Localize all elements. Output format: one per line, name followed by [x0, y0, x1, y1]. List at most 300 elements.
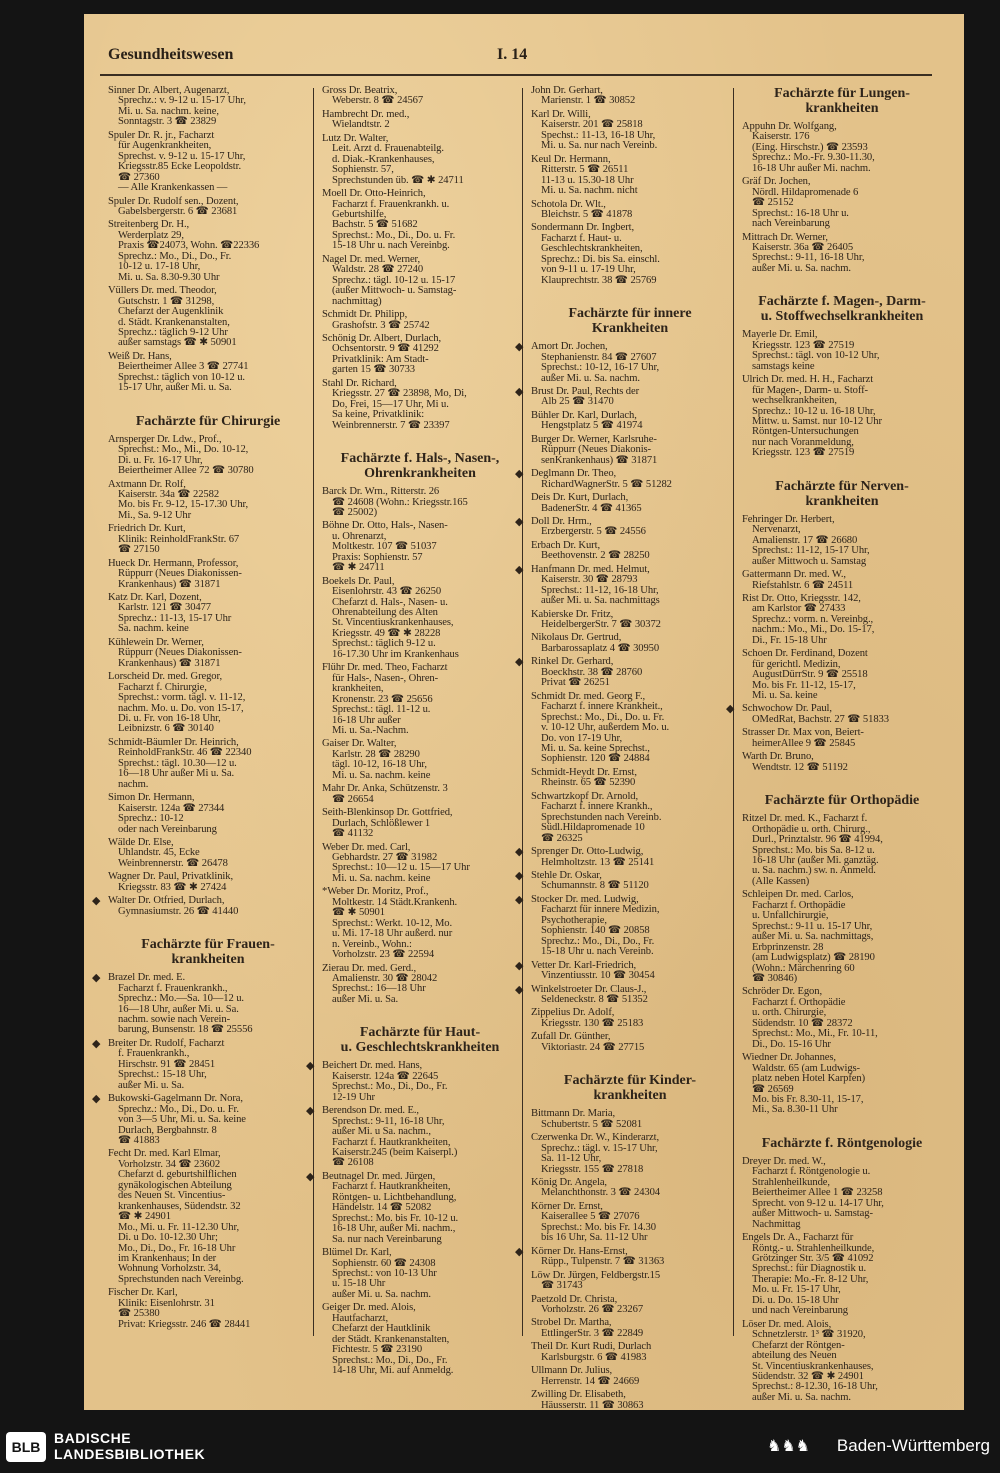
- entry-detail: Barbarossaplatz 4 ☎ 30950: [541, 642, 660, 654]
- entry-detail: Herrenstr. 14 ☎ 24669: [541, 1375, 640, 1387]
- entry-name: Gattermann Dr. med. W.,: [742, 569, 846, 581]
- entry-detail: Sa. nachm. keine: [118, 623, 189, 635]
- entry-detail: Sa. nur nach Vereinbarung: [332, 1233, 442, 1245]
- entry-detail: Kriegsstr. 27 ☎ 23898, Mo, Di,: [332, 388, 467, 400]
- directory-entry: [742, 649, 942, 701]
- diamond-marker-icon: ◆: [515, 468, 524, 481]
- entry-name: Sondermann Dr. Ingbert,: [531, 222, 635, 234]
- entry-detail: Sprechst.: 11-12, 16-18 Uhr,: [541, 584, 659, 596]
- entry-detail: Facharzt f. Frauenkrankh.,: [118, 982, 228, 994]
- entry-detail: (Alle Kassen): [752, 875, 810, 887]
- entry-detail: Sprechst.: Mo., Di., Do., Fr.: [332, 1354, 448, 1366]
- directory-entry: [322, 134, 518, 186]
- entry-detail: Krankenhaus) ☎ 31871: [118, 578, 221, 590]
- entry-detail: außer Mi. u. Sa. nachm.: [541, 372, 640, 384]
- directory-entry: [742, 515, 942, 567]
- entry-detail: garten 15 ☎ 30733: [332, 364, 415, 376]
- entry-name: Vetter Dr. Karl-Friedrich,: [531, 959, 637, 971]
- entry-detail: Di. u. Fr. 16-17 Uhr,: [118, 454, 203, 466]
- entry-detail: Di. u. Fr. von 16-18 Uhr,: [118, 713, 221, 725]
- entry-detail: Sophienstr. 60 ☎ 24308: [332, 1257, 436, 1269]
- entry-detail: außer Mi. u. Sa. nachm.: [752, 262, 851, 274]
- entry-name: Beutnagel Dr. med. Jürgen,: [322, 1170, 436, 1182]
- entry-name: Schröder Dr. Egon,: [742, 986, 822, 998]
- entry-detail: Sprechst. v. 9-12 u. 15-17 Uhr,: [118, 150, 246, 162]
- entry-detail: Sprechst.: 9-11, 16-18 Uhr,: [332, 1115, 445, 1127]
- entry-detail: nachmittag): [332, 295, 382, 307]
- directory-entry: [108, 738, 308, 790]
- entry-detail: Südendstr. 32 ☎ ✱ 24901: [752, 1370, 864, 1382]
- entry-detail: Nördl. Hildapromenade 6: [752, 186, 859, 198]
- entry-detail: Facharzt f. innere Krankheit.,: [541, 701, 663, 713]
- entry-name: Berendson Dr. med. E.,: [322, 1105, 419, 1117]
- entry-detail: Sprechst.: für Diagnostik u.: [752, 1263, 867, 1275]
- entry-name: Schmidt-Heydt Dr. Ernst,: [531, 766, 637, 778]
- entry-detail: Mo., Mi. u. Fr. 11-12.30 Uhr,: [118, 1221, 240, 1233]
- entry-detail: Mi. u. Sa. keine: [752, 690, 818, 702]
- directory-entry: [531, 493, 729, 514]
- entry-detail: Mi. u. Sa. 8.30-9.30 Uhr: [118, 271, 220, 283]
- entry-detail: barung, Bunsenstr. 18 ☎ 25556: [118, 1024, 253, 1036]
- entry-name: Schmidt-Bäumler Dr. Heinrich,: [108, 736, 239, 748]
- entry-detail: Sprechst.: 10-12, 16-17 Uhr,: [541, 362, 659, 374]
- section-heading: [742, 1136, 942, 1151]
- entry-detail: Sprechst.: 8-12.30, 16-18 Uhr,: [752, 1381, 878, 1393]
- entry-detail: Waldstr. 65 (am Ludwigs-: [752, 1062, 860, 1074]
- entry-detail: Sonntagstr. 3 ☎ 23829: [118, 116, 217, 128]
- entry-detail: Sprechst.: Mo., Di., Do., Fr.: [332, 1081, 448, 1093]
- directory-entry: [322, 1248, 518, 1300]
- entry-name: Löw Dr. Jürgen, Feldbergstr.15: [531, 1269, 661, 1281]
- heading-line: Krankheiten: [591, 321, 669, 337]
- directory-entry: [531, 411, 729, 432]
- heading-line: Fachärzte f. Hals-, Nasen-,: [340, 451, 500, 467]
- directory-entry: [531, 633, 729, 654]
- entry-detail: Sprechst.: Mo., Mi., Do. 10-12,: [118, 444, 249, 456]
- entry-detail: nachm. sowie nach Verein-: [118, 1013, 231, 1025]
- entry-detail: für Hals-, Nasen-, Ohren-: [332, 672, 439, 684]
- entry-detail: Facharzt f. Röntgenologie u.: [752, 1166, 871, 1178]
- entry-detail: Sprecht. von 9-12 u. 14-17 Uhr,: [752, 1197, 884, 1209]
- directory-entry: [742, 122, 942, 174]
- entry-detail: Sprechz.: Mo.-Fr. 9.30-11.30,: [752, 152, 875, 164]
- entry-detail: 15-18 Uhr u. nach Vereinbg.: [332, 240, 450, 252]
- directory-entry: [531, 1109, 729, 1130]
- entry-detail: nur nach Voranmeldung,: [752, 436, 854, 448]
- directory-entry: [108, 838, 308, 869]
- entry-detail: Amalienstr. 30 ☎ 28042: [332, 972, 438, 984]
- column-3: [515, 85, 729, 1414]
- entry-name: Arnsperger Dr. Ldw., Prof.,: [108, 433, 222, 445]
- entry-detail: Sprechz.: täglich 9-12 Uhr: [118, 326, 228, 338]
- entry-detail: ☎ ✱ 50901: [332, 907, 385, 919]
- diamond-marker-icon: ◆: [515, 656, 524, 669]
- entry-detail: außer Mi. u. Sa. nachm.: [752, 1391, 851, 1403]
- entry-detail: u. Mi. 17-18 Uhr außerd. nur: [332, 928, 453, 940]
- entry-detail: Boeckhstr. 38 ☎ 28760: [541, 666, 643, 678]
- entry-detail: Facharzt f. Orthopädie: [752, 899, 846, 911]
- entry-detail: Privat: Kriegsstr. 246 ☎ 28441: [118, 1318, 251, 1330]
- entry-detail: ☎ ✱ 24711: [332, 562, 385, 574]
- entry-detail: Sophienstr. 140 ☎ 20858: [541, 925, 650, 937]
- entry-detail: ReinholdFrankStr. 46 ☎ 22340: [118, 747, 252, 759]
- directory-entry: [92, 1037, 308, 1091]
- entry-detail: Beiertheimer Allee 72 ☎ 30780: [118, 465, 254, 477]
- entry-detail: Sprechst.: Mo. bis Sa. 8-12 u.: [752, 844, 875, 856]
- directory-entry: [515, 893, 729, 958]
- diamond-marker-icon: ◆: [92, 1037, 101, 1050]
- entry-detail: Nervenarzt,: [752, 524, 801, 536]
- section-heading: [531, 306, 729, 336]
- entry-detail: Krankenhaus) ☎ 31871: [118, 657, 221, 669]
- directory-entry: [108, 352, 308, 394]
- heading-line: Fachärzte für innere: [568, 306, 692, 322]
- entry-detail: Sprechstunden nach Vereinb.: [541, 811, 662, 823]
- entry-detail: Gutschstr. 1 ☎ 31298,: [118, 295, 215, 307]
- directory-entry: [322, 334, 518, 376]
- entry-detail: ☎ 25002): [332, 506, 378, 518]
- entry-detail: Uhlandstr. 45, Ecke: [118, 847, 200, 859]
- directory-entry: [92, 895, 308, 917]
- entry-detail: Sprechst.: Mo., Di., Do. u. Fr.: [332, 229, 456, 241]
- diamond-marker-icon: ◆: [515, 1245, 524, 1258]
- entry-name: Axtmann Dr. Rolf,: [108, 478, 186, 490]
- entry-detail: 15-18 Uhr u. nach Vereinb.: [541, 946, 654, 958]
- entry-detail: Röntgen- u. Lichtbehandlung,: [332, 1191, 457, 1203]
- entry-detail: Seldeneckstr. 8 ☎ 51352: [541, 993, 648, 1005]
- section-heading: [322, 451, 518, 481]
- column-divider: [313, 88, 314, 1336]
- diamond-marker-icon: ◆: [92, 895, 101, 908]
- entry-name: Weber Dr. med. Carl,: [322, 841, 411, 853]
- entry-detail: abteilung des Neuen: [752, 1350, 837, 1362]
- entry-detail: Rheinstr. 65 ☎ 52390: [541, 777, 636, 789]
- entry-name: Schmidt Dr. Philipp,: [322, 309, 408, 321]
- directory-entry: [531, 223, 729, 286]
- entry-detail: für Augenkrankheiten,: [118, 140, 212, 152]
- state-name: Baden-Württemberg: [836, 1436, 990, 1455]
- entry-detail: Karlstr. 121 ☎ 30477: [118, 602, 211, 614]
- entry-name: Warth Dr. Bruno,: [742, 751, 814, 763]
- entry-detail: außer Mi. u Sa. nachm.,: [332, 1126, 431, 1138]
- directory-entry: [322, 739, 518, 781]
- entry-detail: 16-18 Uhr außer Mi. nachm.: [752, 162, 871, 174]
- entry-name: Gräf Dr. Jochen,: [742, 176, 811, 188]
- blb-logo: BLB: [6, 1432, 46, 1462]
- entry-name: Stahl Dr. Richard,: [322, 377, 397, 389]
- directory-entry: [108, 559, 308, 590]
- entry-name: Schleipen Dr. med. Carlos,: [742, 889, 854, 901]
- entry-detail: EttlingerStr. 3 ☎ 22849: [541, 1327, 644, 1339]
- entry-detail: Werderplatz 29,: [118, 229, 184, 241]
- section-heading: [108, 937, 308, 967]
- directory-entry: [108, 1149, 308, 1285]
- entry-detail: Chefarzt d. geburtshilflichen: [118, 1169, 237, 1181]
- directory-entry: [531, 1366, 729, 1387]
- entry-detail: Weberstr. 8 ☎ 24567: [332, 95, 424, 107]
- entry-detail: Sprechst.: 9-11, 16-18 Uhr,: [752, 252, 865, 264]
- directory-entry: [531, 155, 729, 197]
- entry-detail: Leit. Arzt d. Frauenabteilg.: [332, 143, 444, 155]
- entry-detail: Mi. u. Sa. nachm. keine,: [118, 105, 219, 117]
- heading-line: Fachärzte f. Magen-, Darm-: [758, 294, 926, 310]
- entry-detail: Facharzt f. Hautkrankheiten,: [332, 1136, 451, 1148]
- entry-detail: Do. von 17-19 Uhr,: [541, 732, 623, 744]
- heading-line: Fachärzte für Kinder-: [563, 1073, 697, 1089]
- entry-detail: (Wohn.: Märchenring 60: [752, 962, 855, 974]
- entry-detail: Sprechz.: Mo., Di., Do., Fr.: [118, 250, 232, 262]
- entry-detail: Sprechz.: Di. bis Sa. einschl.: [541, 253, 660, 265]
- entry-detail: Mi. u. Sa. nachm. keine: [332, 769, 431, 781]
- entry-detail: Kriegsstr. 130 ☎ 25183: [541, 1017, 644, 1029]
- entry-detail: Kaiserstr. 36a ☎ 26405: [752, 241, 854, 253]
- entry-detail: AugustDürrStr. 9 ☎ 25518: [752, 669, 868, 681]
- directory-entry: [531, 435, 729, 466]
- entry-detail: Sprechst.: tägl. 11-12 u.: [332, 704, 431, 716]
- entry-detail: Geschlechtskrankheiten,: [541, 243, 643, 255]
- directory-entry: [92, 972, 308, 1036]
- directory-entry: [531, 1202, 729, 1244]
- directory-entry: [742, 890, 942, 984]
- entry-detail: Amalienstr. 17 ☎ 26680: [752, 534, 858, 546]
- entry-detail: nachm.: [118, 778, 149, 790]
- directory-entry: [108, 220, 308, 283]
- entry-detail: Facharzt f. Chirurgie,: [118, 681, 207, 693]
- directory-entry: [531, 1008, 729, 1029]
- entry-name: Spuler Dr. Rudolf sen., Dozent,: [108, 195, 239, 207]
- entry-detail: Sprechz.: Mo., Di., Do., Fr.: [541, 935, 655, 947]
- directory-entry: [742, 728, 942, 749]
- entry-name: Fehringer Dr. Herbert,: [742, 513, 835, 525]
- entry-detail: Karlsburgstr. 6 ☎ 41983: [541, 1351, 647, 1363]
- entry-detail: nach Vereinbarung: [752, 218, 830, 230]
- entry-detail: Vorholzstr. 34 ☎ 23602: [118, 1158, 221, 1170]
- diamond-marker-icon: ◆: [515, 341, 524, 354]
- entry-detail: ☎ 24608 (Wohn.: Kriegsstr.165: [332, 496, 468, 508]
- directory-entry: [531, 610, 729, 631]
- entry-detail: Facharzt f. Hautkrankheiten,: [332, 1181, 451, 1193]
- section-heading: [108, 414, 308, 429]
- entry-name: Barck Dr. Wrn., Ritterstr. 26: [322, 486, 440, 498]
- entry-name: Hambrecht Dr. med.,: [322, 108, 410, 120]
- entry-detail: Mi., Sa. 8.30-11 Uhr: [752, 1104, 838, 1116]
- entry-detail: Kriegsstr. 155 ☎ 27818: [541, 1163, 644, 1175]
- entry-detail: krankheiten,: [332, 683, 384, 695]
- directory-entry: [108, 793, 308, 835]
- entry-detail: senKrankenhaus) ☎ 31871: [541, 454, 658, 466]
- entry-detail: Therapie: Mo.-Fr. 8-12 Uhr,: [752, 1273, 869, 1285]
- entry-detail: Sprechst.: von 10-13 Uhr: [332, 1267, 437, 1279]
- entry-detail: Ohrenabteilung des Alten: [332, 607, 438, 619]
- entry-detail: ☎ 27360: [118, 171, 160, 183]
- heading-line: u. Geschlechtskrankheiten: [340, 1040, 500, 1056]
- entry-name: Geiger Dr. med. Alois,: [322, 1302, 416, 1314]
- entry-detail: St. Vincentiuskrankenhauses,: [332, 617, 454, 629]
- entry-detail: Waldstr. 28 ☎ 27240: [332, 264, 424, 276]
- directory-entry: [531, 692, 729, 765]
- heading-line: u. Stoffwechselkrankheiten: [760, 309, 924, 325]
- entry-detail: Bleichstr. 5 ☎ 41878: [541, 208, 633, 220]
- directory-entry: [322, 843, 518, 885]
- entry-detail: Kriegsstr. 83 ☎ ✱ 27424: [118, 881, 227, 893]
- directory-entry: [108, 872, 308, 893]
- entry-detail: Facharzt f. innere Krankh.,: [541, 801, 653, 813]
- entry-detail: Nachmittag: [752, 1218, 801, 1230]
- entry-name: Hueck Dr. Hermann, Professor,: [108, 557, 239, 569]
- entry-detail: im Krankenhaus; In der: [118, 1252, 217, 1264]
- entry-detail: Kaiserstr. 176: [752, 131, 810, 143]
- directory-entry: [531, 1271, 729, 1292]
- entry-detail: Privat ☎ 26251: [541, 677, 610, 689]
- entry-detail: ☎ 26325: [541, 832, 583, 844]
- entry-detail: Karlstr. 28 ☎ 28290: [332, 748, 420, 760]
- entry-detail: Sprechz.: tägl. 10-12 u. 15-17: [332, 274, 456, 286]
- directory-entry: [515, 870, 729, 892]
- entry-name: Appuhn Dr. Wolfgang,: [742, 121, 837, 132]
- directory-entry: [515, 656, 729, 689]
- entry-detail: Gabelsbergerstr. 6 ☎ 23681: [118, 205, 238, 217]
- entry-detail: OMedRat, Bachstr. 27 ☎ 51833: [752, 713, 889, 725]
- entry-detail: Sprechst.: Mo., Mi., Fr. 10-11,: [752, 1028, 878, 1040]
- entry-detail: Sophienstr. 120 ☎ 24884: [541, 753, 650, 765]
- directory-entry: [306, 1105, 518, 1169]
- entry-detail: außer Mittwoch u. Samstag: [752, 555, 867, 567]
- entry-detail: Sprechst.: Mo. bis Fr. 14.30: [541, 1221, 656, 1233]
- entry-detail: bis 16 Uhr, Sa. 11-12 Uhr: [541, 1232, 648, 1244]
- entry-detail: Moltkestr. 107 ☎ 51037: [332, 541, 437, 553]
- entry-detail: RichardWagnerStr. 5 ☎ 51282: [541, 478, 672, 490]
- directory-entry: [322, 310, 518, 331]
- entry-name: Schoen Dr. Ferdinand, Dozent: [742, 648, 868, 660]
- entry-name: Kühlewein Dr. Werner,: [108, 636, 204, 648]
- entry-detail: Mo. bis Fr. 11-12, 15-17,: [752, 679, 856, 691]
- heading-line: Fachärzte für Frauen-: [141, 937, 275, 953]
- entry-detail: Hirschstr. 91 ☎ 28451: [118, 1058, 216, 1070]
- entry-detail: Helmholtzstr. 13 ☎ 25141: [541, 856, 655, 868]
- diamond-marker-icon: ◆: [515, 515, 524, 528]
- entry-detail: Vinzentiusstr. 10 ☎ 30454: [541, 970, 655, 982]
- entry-detail: Bachstr. 5 ☎ 51682: [332, 219, 418, 231]
- directory-entry: [531, 1178, 729, 1199]
- entry-detail: f. Frauenkrankh.,: [118, 1048, 190, 1060]
- entry-name: Rist Dr. Otto, Kriegsstr. 142,: [742, 592, 861, 604]
- entry-name: Körner Dr. Ernst,: [531, 1200, 603, 1212]
- entry-name: Moell Dr. Otto-Heinrich,: [322, 188, 426, 200]
- diamond-marker-icon: ◆: [515, 983, 524, 996]
- entry-name: Schönig Dr. Albert, Durlach,: [322, 332, 442, 344]
- directory-entry: [531, 1390, 729, 1411]
- entry-name: Seith-Blenkinsop Dr. Gottfried,: [322, 807, 453, 819]
- entry-detail: Rüpp., Tulpenstr. 7 ☎ 31363: [541, 1256, 665, 1268]
- entry-name: Blümel Dr. Karl,: [322, 1247, 392, 1259]
- entry-detail: Sprechz.: 10-12: [118, 813, 184, 825]
- entry-name: Ullmann Dr. Julius,: [531, 1365, 613, 1377]
- entry-name: Bukowski-Gagelmann Dr. Nora,: [108, 1093, 243, 1105]
- section-heading: [742, 294, 942, 324]
- entry-detail: Sprechst.: 15-18 Uhr,: [118, 1069, 207, 1081]
- entry-detail: BadenerStr. 4 ☎ 41365: [541, 502, 642, 514]
- entry-detail: 14-18 Uhr, Mi. auf Anmeldg.: [332, 1365, 454, 1377]
- directory-entry: [742, 233, 942, 275]
- entry-detail: Psychotherapie,: [541, 914, 607, 926]
- entry-detail: gynäkologischen Abteilung: [118, 1179, 232, 1191]
- entry-detail: Kaiserstr. 30 ☎ 28793: [541, 574, 638, 586]
- directory-entry: [515, 468, 729, 490]
- entry-detail: ☎ 27150: [118, 544, 160, 556]
- entry-name: Stehle Dr. Oskar,: [531, 870, 602, 881]
- entry-detail: Schumannstr. 8 ☎ 51120: [541, 880, 649, 892]
- directory-entry: [322, 1303, 518, 1376]
- directory-entry: [322, 964, 518, 1006]
- entry-detail: Fichtestr. 5 ☎ 23190: [332, 1344, 423, 1356]
- entry-name: Vüllers Dr. med. Theodor,: [108, 285, 217, 297]
- heading-line: Fachärzte für Chirurgie: [135, 413, 281, 429]
- entry-detail: Sprechst.: täglich 9-12 u.: [332, 638, 436, 650]
- directory-entry: [742, 752, 942, 773]
- entry-name: Ulrich Dr. med. H. H., Facharzt: [742, 374, 874, 386]
- directory-entry: [108, 86, 308, 128]
- entry-name: Lorscheid Dr. med. Gregor,: [108, 671, 223, 683]
- entry-name: Spuler Dr. R. jr., Facharzt: [108, 129, 215, 141]
- directory-entry: [531, 1342, 729, 1363]
- entry-detail: n. Vereinb., Wohn.:: [332, 938, 412, 950]
- entry-detail: Klauprechtstr. 38 ☎ 25769: [541, 274, 657, 286]
- entry-name: Deglmann Dr. Theo,: [531, 468, 617, 480]
- entry-name: Mahr Dr. Anka, Schützenstr. 3: [322, 783, 448, 795]
- entry-detail: Sprechz.: tägl. v. 15-17 Uhr,: [541, 1142, 658, 1154]
- entry-detail: Alb 25 ☎ 31470: [541, 396, 614, 408]
- entry-detail: Praxis ☎24073, Wohn. ☎22336: [118, 240, 260, 252]
- entry-detail: Rüppurr (Neues Diakonissen-: [118, 568, 242, 580]
- entry-detail: v. 10-12 Uhr, außerdem Mo. u.: [541, 722, 670, 734]
- entry-detail: ☎ 26654: [332, 793, 374, 805]
- entry-detail: Sprechst.: 16—18 Uhr: [332, 983, 426, 995]
- directory-entry: [322, 887, 518, 960]
- entry-detail: 16—18 Uhr, außer Mi. u. Sa.: [118, 1003, 239, 1015]
- directory-entry: [531, 1032, 729, 1053]
- entry-detail: Sa keine, Privatklinik:: [332, 409, 425, 421]
- entry-detail: Mi. u. Sa. nachm. keine: [332, 872, 431, 884]
- entry-detail: Mo. u. Fr. 15-17 Uhr,: [752, 1284, 841, 1296]
- entry-detail: Kronenstr. 23 ☎ 25656: [332, 693, 433, 705]
- entry-detail: ☎ 31743: [541, 1280, 583, 1292]
- entry-name: Simon Dr. Hermann,: [108, 792, 195, 804]
- page-number: I. 14: [497, 46, 528, 63]
- heading-line: krankheiten: [593, 1088, 667, 1104]
- column-divider: [522, 88, 523, 1336]
- entry-detail: Vorholzstr. 26 ☎ 23267: [541, 1303, 644, 1315]
- entry-detail: Durlach, Schlößlewer 1: [332, 817, 431, 829]
- entry-detail: Di. u. Do. 15-18 Uhr: [752, 1294, 839, 1306]
- entry-name: Rinkel Dr. Gerhard,: [531, 656, 614, 668]
- entry-detail: u. Sa. nachm.) sw. n. Anmeld.: [752, 865, 876, 877]
- entry-detail: Chefarzt der Röntgen-: [752, 1339, 845, 1351]
- diamond-marker-icon: ◆: [306, 1105, 315, 1118]
- entry-detail: krankenhauses, Südendstr. 32: [118, 1200, 241, 1212]
- directory-entry: [515, 983, 729, 1006]
- entry-name: Kabierske Dr. Fritz,: [531, 608, 614, 620]
- entry-detail: Grashofstr. 3 ☎ 25742: [332, 319, 430, 331]
- entry-detail: Wielandtstr. 2: [332, 119, 390, 131]
- directory-entry: [742, 570, 942, 591]
- entry-detail: der Städt. Krankenanstalten,: [332, 1333, 450, 1345]
- entry-name: Czerwenka Dr. W., Kinderarzt,: [531, 1132, 660, 1144]
- entry-detail: von 3—5 Uhr, Mi. u. Sa. keine: [118, 1114, 246, 1126]
- entry-detail: Mi. u. Sa. keine Sprechst.,: [541, 743, 650, 755]
- entry-detail: Sprechz.: v. 9-12 u. 15-17 Uhr,: [118, 95, 246, 107]
- entry-name: Ritzel Dr. med. K., Facharzt f.: [742, 813, 868, 825]
- entry-name: Burger Dr. Werner, Karlsruhe-: [531, 433, 657, 445]
